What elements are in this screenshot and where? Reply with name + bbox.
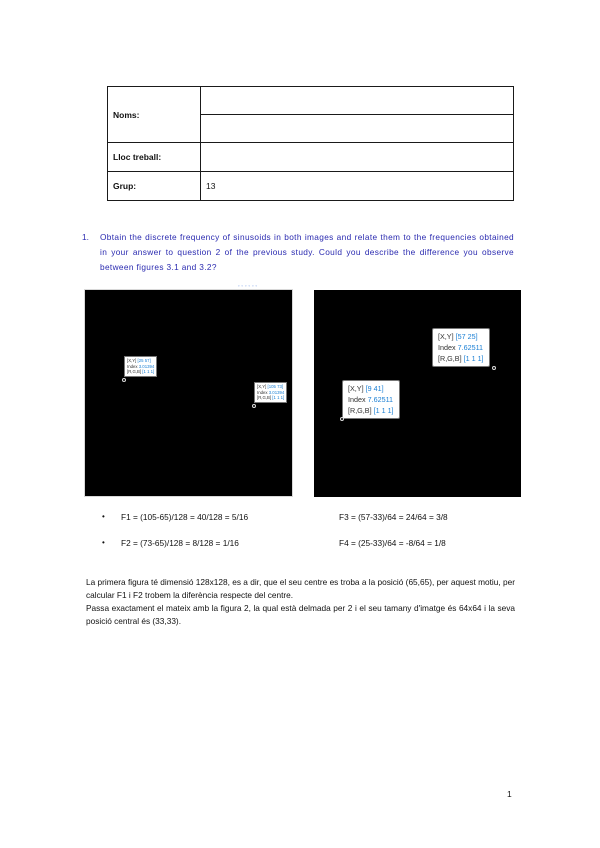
datatip-rgb-value: [1 1 1] [272, 395, 285, 401]
datatip-1 [432, 328, 490, 367]
datatip-1 [124, 356, 157, 377]
datatip-index-label: Index [257, 389, 268, 395]
names-value-1 [201, 87, 514, 115]
formula-f4: F4 = (25-33)/64 = -8/64 = 1/8 [339, 538, 446, 548]
question-number: 1. [82, 232, 89, 242]
datatip-index-value: 7.62511 [367, 395, 394, 404]
datatip-marker[interactable] [492, 366, 496, 370]
datatip-xy-label: [X,Y] [127, 358, 137, 363]
datatip-index-label: Index [348, 395, 366, 404]
datatip-index-label: Index [438, 343, 456, 352]
datatip-xy-value: [57 25] [455, 332, 478, 341]
datatip-rgb-label: [R,G,B] [127, 369, 142, 375]
question-text: Obtain the discrete frequency of sinusoids in both images and relate them to the frequencies obtained in your answer to question 2 of the previous study. Could you describe the difference you observe between figures 3.1 and 3.2? [100, 232, 514, 272]
datatip-rgb-label: [R,G,B] [348, 406, 372, 415]
datatip-rgb-value: [1 1 1] [142, 369, 155, 375]
workplace-value [201, 143, 514, 172]
datatip-marker[interactable] [122, 378, 126, 382]
datatip-index-value: 7.62511 [457, 343, 484, 352]
datatip-xy-label: [X,Y] [438, 332, 454, 341]
group-value: 13 [201, 172, 514, 201]
bullet-2: • [102, 538, 105, 547]
info-table [107, 86, 514, 201]
paragraph-1: La primera figura té dimensió 128x128, es a dir, que el seu centre es troba a la posició (65,65), per aquest motiu, per calcular F1 i F2 trobem la diferència respecte del centre. [86, 577, 515, 600]
datatip-rgb-value: [1 1 1] [463, 354, 484, 363]
datatip-2 [254, 382, 287, 403]
workplace-label: Lloc treball: [108, 143, 201, 172]
datatip-index-value: 3.01394 [138, 363, 155, 369]
datatip-rgb-label: [R,G,B] [438, 354, 462, 363]
bullet-1: • [102, 512, 105, 521]
page-number: 1 [507, 789, 512, 799]
datatip-xy-value: [25 57] [137, 358, 151, 363]
formula-f3: F3 = (57-33)/64 = 24/64 = 3/8 [339, 512, 448, 522]
group-label: Grup: [108, 172, 201, 201]
explanation-paragraph [86, 576, 515, 628]
formula-f1: F1 = (105-65)/128 = 40/128 = 5/16 [121, 512, 249, 522]
formula-f2: F2 = (73-65)/128 = 8/128 = 1/16 [121, 538, 239, 548]
paragraph-2: Passa exactament el mateix amb la figura 2, la qual està delmada per 2 i el seu tamany d'imatge és 64x64 i la seva posició central és (33,33). [86, 603, 515, 626]
figure-toolbar[interactable]: ▫ ▫ ▫ ▫ ▫ ▫ [238, 283, 258, 288]
names-value-2 [201, 115, 514, 143]
datatip-xy-value: [9 41] [365, 384, 384, 393]
datatip-xy-value: [105 73] [267, 384, 284, 389]
figure-3-1 [84, 289, 293, 497]
datatip-2 [342, 380, 400, 419]
datatip-marker[interactable] [252, 404, 256, 408]
names-label: Noms: [108, 87, 201, 143]
datatip-rgb-label: [R,G,B] [257, 395, 272, 401]
datatip-xy-label: [X,Y] [257, 384, 267, 389]
datatip-xy-label: [X,Y] [348, 384, 364, 393]
datatip-rgb-value: [1 1 1] [373, 406, 394, 415]
datatip-marker[interactable] [340, 417, 344, 421]
datatip-index-value: 3.01394 [268, 389, 285, 395]
question [82, 230, 514, 275]
datatip-index-label: Index [127, 363, 138, 369]
figure-3-2 [314, 290, 521, 497]
